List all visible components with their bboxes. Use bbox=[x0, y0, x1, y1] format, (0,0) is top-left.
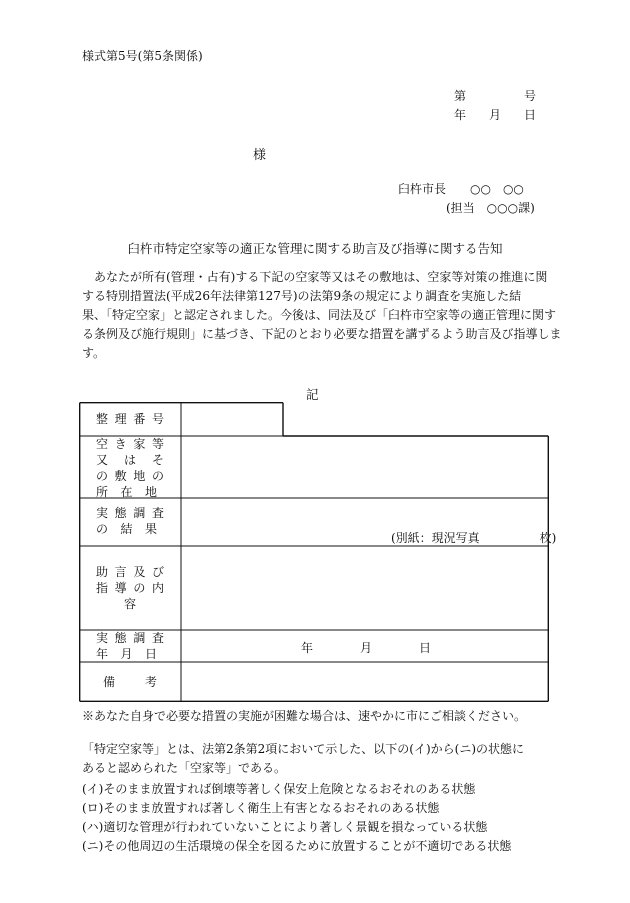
footnote: ※あなた自身で必要な措置の実施が困難な場合は、速やかに市にご相談ください。 bbox=[82, 709, 527, 723]
contact-department: (担当 ○○○課) bbox=[446, 201, 535, 215]
doc-date-day: 日 bbox=[523, 108, 536, 122]
doc-number-prefix: 第 bbox=[454, 89, 467, 103]
definition-list bbox=[82, 780, 511, 856]
body-line: す。 bbox=[82, 346, 106, 360]
label-survey-date: 実 態 調 査 年 月 日 bbox=[96, 631, 164, 661]
body-line: 果、「特定空家」と認定されました。今後は、同法及び「臼杵市空家等の適正管理に関す bbox=[82, 308, 557, 322]
label-property-location: 空 き 家 等 又 は そ の 敷 地 の 所 在 地 bbox=[96, 437, 164, 499]
sender: 臼杵市長 ○○ ○○ bbox=[398, 182, 524, 196]
addressee: 様 bbox=[253, 148, 267, 163]
definition-intro: 「特定空家等」とは、法第2条第2項において示した、以下の(イ)から(ニ)の状態に あると認められた「空家等」である。 bbox=[82, 742, 524, 775]
body-line: する特別措置法(平成26年法律第127号)の法第9条の規定により調査を実施した結 bbox=[82, 289, 522, 303]
definition-item: (ロ)そのまま放置すれば著しく衛生上有害となるおそれのある状態 bbox=[82, 801, 440, 815]
form-number: 様式第5号(第5条関係) bbox=[82, 49, 203, 63]
details-table bbox=[79, 402, 557, 702]
definition-item: (イ)そのまま放置すれば倒壊等著しく保安上危険となるおそれのある状態 bbox=[82, 782, 476, 796]
doc-date-year: 年 bbox=[454, 108, 467, 122]
ki-heading: 記 bbox=[306, 387, 319, 402]
body-line: あなたが所有(管理・占有)する下記の空家等又はその敷地は、空家等対策の推進に関 bbox=[82, 270, 548, 284]
document-number bbox=[454, 87, 536, 104]
doc-date-month: 月 bbox=[488, 108, 501, 122]
survey-photo-attachment: (別紙：現況写真 枚) bbox=[391, 531, 557, 545]
label-advice-content: 助 言 及 び 指 導 の 内 容 bbox=[96, 565, 164, 611]
label-survey-result: 実 態 調 査 の 結 果 bbox=[96, 506, 164, 536]
definition-item: (ハ)適切な管理が行われていないことにより著しく景観を損なっている状態 bbox=[82, 820, 488, 834]
document-date bbox=[454, 106, 536, 123]
definition-item: (ニ)その他周辺の生活環境の保全を図るために放置することが不適切である状態 bbox=[82, 839, 512, 853]
survey-date-value: 年 月 日 bbox=[301, 641, 431, 655]
label-remarks: 備 考 bbox=[103, 675, 157, 689]
doc-number-suffix: 号 bbox=[523, 89, 536, 103]
notice-body bbox=[82, 268, 562, 363]
notice-title: 臼杵市特定空家等の適正な管理に関する助言及び指導に関する告知 bbox=[127, 241, 503, 256]
label-reference-number: 整 理 番 号 bbox=[96, 412, 164, 426]
body-line: る条例及び施行規則」に基づき、下記のとおり必要な措置を講ずるよう助言及び指導しま bbox=[82, 327, 562, 341]
